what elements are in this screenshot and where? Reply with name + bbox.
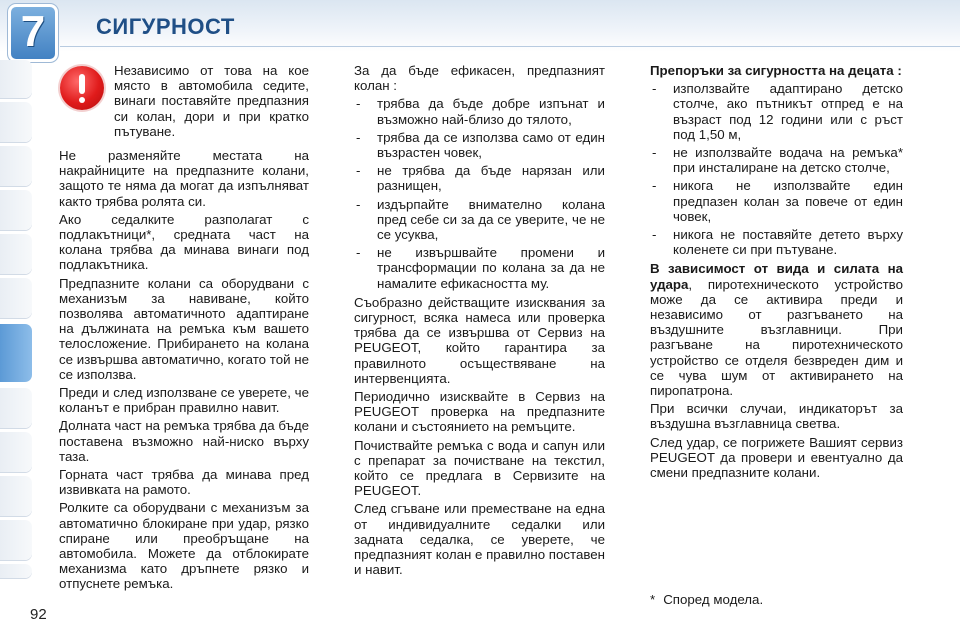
index-tab-5[interactable]: [0, 234, 32, 274]
index-tab-11[interactable]: [0, 520, 32, 560]
footnote-star: *: [650, 592, 656, 607]
column-1: [59, 148, 309, 595]
index-tab-4[interactable]: [0, 190, 32, 230]
paragraph: Съобразно действащите изисквания за сигурност, всяка намеса или проверка трябва да се извършва от Сервиз на PEUGEOT, който гарантира за правилното осъществяване на интервенцията.: [354, 294, 605, 386]
footnote: [650, 592, 763, 607]
paragraph: При всички случаи, индикаторът за въздушна възглавница светва.: [650, 401, 903, 432]
page-title: СИГУРНОСТ: [96, 14, 235, 39]
column-3: [650, 63, 903, 483]
index-tab-10[interactable]: [0, 476, 32, 516]
section-heading: Препоръки за сигурността на децата :: [650, 63, 902, 78]
child-safety-list: [650, 81, 903, 257]
chapter-number: 7: [20, 7, 46, 56]
warning-text: Независимо от това на кое място в автомобила седите, винаги поставяйте предпазния си колан, дори и при кратко пътуване.: [114, 63, 309, 139]
list-item: - използвайте адаптирано детско столче, ако пътникът отпред е на възраст под 12 години или с ръст под 1,50 м,: [652, 81, 903, 142]
impact-text: , пиротехническото устройство може да се активира преди и независимо от разгъването на въздушните възглавници. При разгъване на пиротехническото устройство се отделя безвреден дим и се чува шум от активирането на пиропатрона.: [650, 276, 903, 399]
index-tab-8[interactable]: [0, 388, 32, 428]
index-tab-3[interactable]: [0, 146, 32, 186]
list-item: - не използвайте водача на ремъка* при инсталиране на детско столче,: [652, 145, 903, 176]
paragraph: Ролките са оборудвани с механизъм за автоматично блокиране при удар, рязко спиране или преобръщане на автомобила. Можете да отблокирате механизма като дръпнете рязко и отпуснете ремъка.: [59, 500, 309, 592]
index-tab-7-active[interactable]: [0, 324, 32, 382]
index-tab-9[interactable]: [0, 432, 32, 472]
paragraph: Почиствайте ремъка с вода и сапун или с препарат за почистване на текстил, който се предлага в Сервизите на PEUGEOT.: [354, 437, 605, 499]
belt-requirements-list: [354, 96, 605, 290]
exclamation-icon: [60, 66, 104, 110]
index-tab-1[interactable]: [0, 60, 32, 98]
paragraph: Горната част трябва да минава пред извивката на рамото.: [59, 467, 309, 498]
paragraph: Не разменяйте местата на накрайниците на предпазните колани, защото те няма да могат да изпълняват както трябва ролята си.: [59, 148, 309, 209]
header-rule: [60, 46, 960, 47]
footnote-text: Според модела.: [663, 592, 764, 607]
impact-paragraph: [650, 261, 903, 398]
chapter-badge: [8, 4, 58, 62]
index-tab-12[interactable]: [0, 564, 32, 578]
paragraph: След удар, се погрижете Вашият сервиз PEUGEOT да провери и евентуално да смени предпазните колани.: [650, 434, 903, 481]
list-item: - издърпайте внимателно колана пред себе си за да се уверите, че не се усуква,: [356, 196, 605, 243]
list-item: - не трябва да бъде нарязан или разнищен,: [356, 163, 605, 194]
list-item: - трябва да бъде добре изпънат и възможно най-близо до тялото,: [356, 96, 605, 127]
page-number: 92: [30, 606, 47, 623]
paragraph: Долната част на ремъка трябва да бъде поставена възможно най-ниско върху таза.: [59, 418, 309, 464]
paragraph: След сгъване или преместване на една от индивидуалните седалки или задната седалка, се уверете, че предпазният колан е правилно поставен и навит.: [354, 501, 606, 578]
index-tab-2[interactable]: [0, 102, 32, 142]
list-item: - никога не използвайте един предпазен колан за повече от един човек,: [652, 178, 903, 224]
paragraph: Преди и след използване се уверете, че коланът е прибран правилно навит.: [59, 385, 309, 416]
paragraph: Ако седалките разполагат с подлакътници*, средната част на колана трябва да минава винаги под подлакътника.: [59, 211, 309, 273]
paragraph: Периодично изисквайте в Сервиз на PEUGEOT проверка на предпазните колани и състоянието на ремъците.: [354, 389, 605, 435]
paragraph: Предпазните колани са оборудвани с механизъм за навиване, който позволява автоматичното адаптиране на дължината на ремъка към вашето телосложение. Прибирането на колана се извършва автоматично, когато той не се използва.: [59, 275, 309, 382]
intro-text: За да бъде ефикасен, предпазният колан :: [354, 63, 605, 94]
column-2: [354, 63, 605, 581]
list-item: - не извършвайте промени и трансформации по колана за да не намалите ефикасността му.: [356, 245, 605, 291]
impact-lead: В зависимост от вида и силата на удара: [650, 261, 903, 292]
index-tab-6[interactable]: [0, 278, 32, 318]
list-item: - никога не поставяйте детето върху коленете си при пътуване.: [652, 227, 903, 258]
list-item: - трябва да се използва само от един възрастен човек,: [356, 129, 605, 161]
